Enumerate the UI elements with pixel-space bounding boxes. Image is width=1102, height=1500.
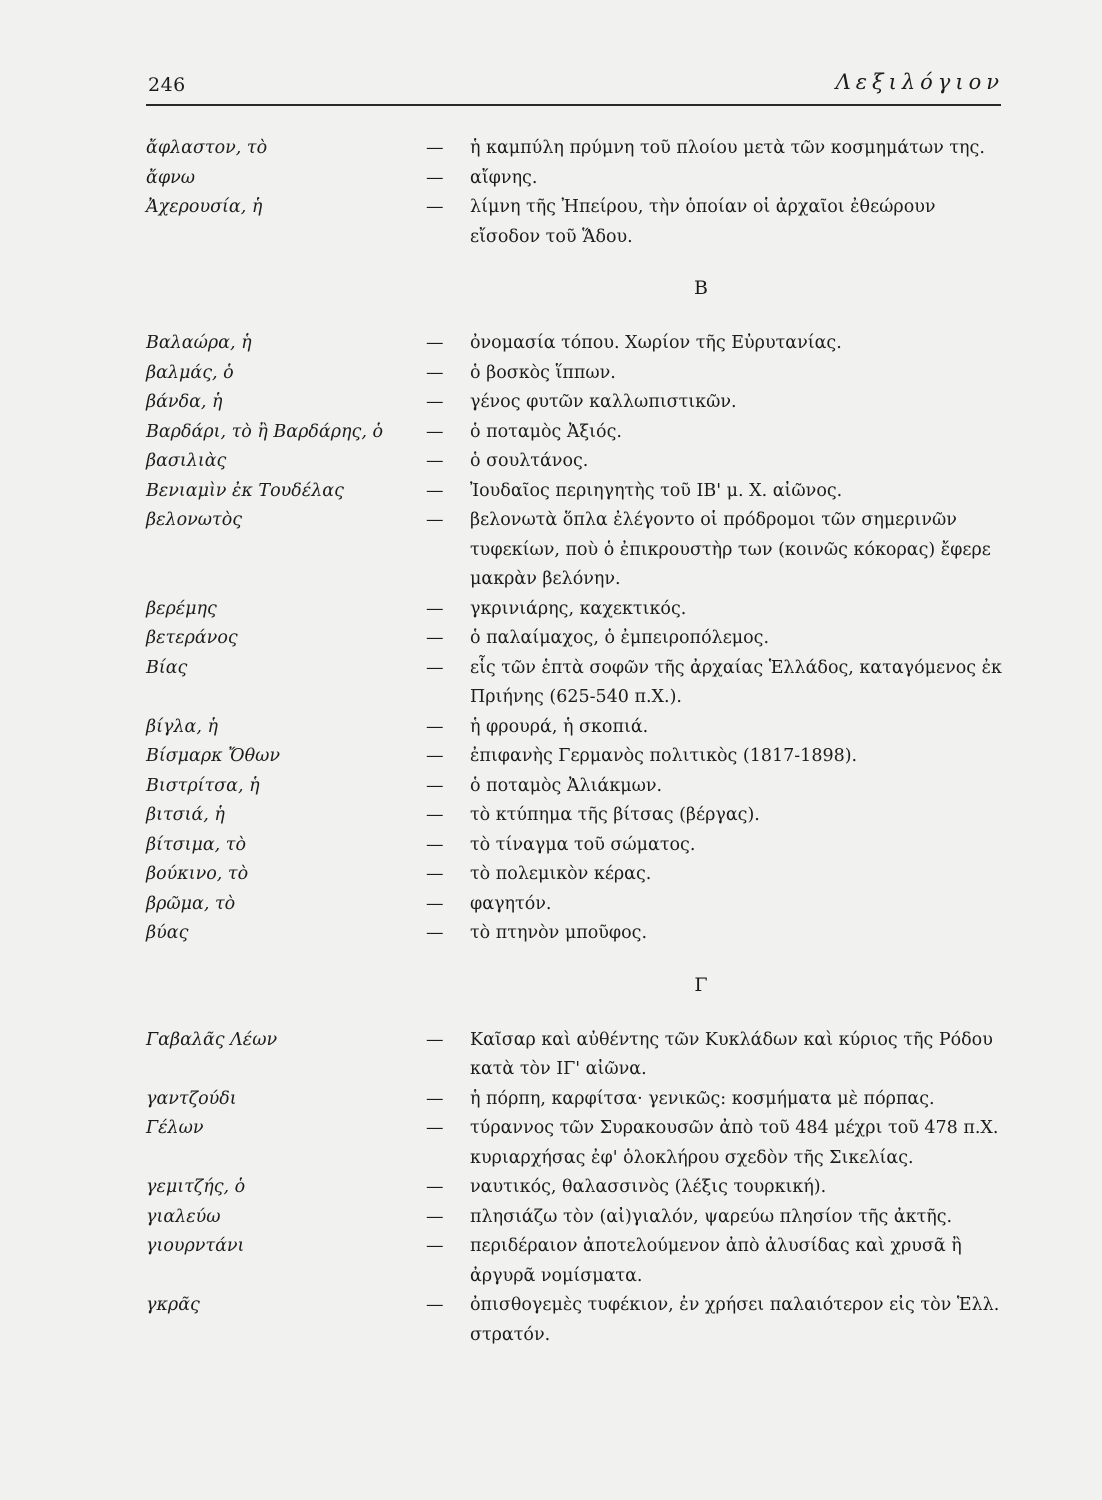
entry-dash: — xyxy=(426,657,444,678)
headword: γιαλεύω xyxy=(146,1206,221,1227)
headword: Βιστρίτσα, ἡ xyxy=(146,775,260,796)
definition: ναυτικός, θαλασσινὸς (λέξις τουρκική). xyxy=(470,1177,827,1197)
headword: γιουρντάνι xyxy=(146,1236,245,1256)
glossary-entry xyxy=(146,890,1016,920)
definition: τὸ πολεμικὸν κέρας. xyxy=(470,864,652,884)
page-number: 246 xyxy=(148,74,186,96)
definition: εἷς τῶν ἑπτὰ σοφῶν τῆς ἀρχαίας Ἑλλάδος, καταγόμενος ἐκ Πριήνης (625-540 π.Χ.). xyxy=(470,657,1002,707)
entry-dash: — xyxy=(426,451,444,471)
definition: Καῖσαρ καὶ αὐθέντης τῶν Κυκλάδων καὶ κύριος τῆς Ρόδου κατὰ τὸν ΙΓ' αἰῶνα. xyxy=(470,1029,993,1079)
headword: Βίας xyxy=(146,657,188,678)
headword: βασιλιὰς xyxy=(146,451,227,471)
definition: φαγητόν. xyxy=(470,893,552,914)
definition: ἡ φρουρά, ἡ σκοπιά. xyxy=(470,716,649,737)
definition: ἡ καμπύλη πρύμνη τοῦ πλοίου μετὰ τῶν κοσμημάτων της. xyxy=(470,138,985,158)
glossary-entry xyxy=(146,164,1016,194)
section-letter-b: Β xyxy=(694,277,708,299)
glossary-entry xyxy=(146,477,1016,507)
entry-dash: — xyxy=(426,138,444,158)
definition: ὀπισθογεμὲς τυφέκιον, ἐν χρήσει παλαιότερον εἰς τὸν Ἑλλ. στρατόν. xyxy=(470,1295,1000,1345)
definition: γκρινιάρης, καχεκτικός. xyxy=(470,598,687,619)
headword: Βαρδάρι, τὸ ἢ Βαρδάρης, ὁ xyxy=(146,421,383,442)
headword: βελονωτὸς xyxy=(146,510,243,530)
definition: ὁ ποταμὸς Ἀξιός. xyxy=(470,421,622,442)
headword: Γαβαλᾶς Λέων xyxy=(146,1029,278,1050)
definition: Ἰουδαῖος περιηγητὴς τοῦ ΙΒ' μ. Χ. αἰῶνος. xyxy=(470,480,843,501)
glossary-entry xyxy=(146,329,1016,359)
definition: ἡ πόρπη, καρφίτσα· γενικῶς: κοσμήματα μὲ πόρπας. xyxy=(470,1088,935,1109)
glossary-entry xyxy=(146,595,1016,625)
entry-dash: — xyxy=(426,510,444,530)
entry-dash: — xyxy=(426,197,444,217)
glossary-entry xyxy=(146,388,1016,418)
header-rule xyxy=(146,104,1001,106)
glossary-entry xyxy=(146,1203,1016,1233)
headword: Βαλαώρα, ἡ xyxy=(146,333,252,353)
entry-dash: — xyxy=(426,1177,444,1197)
glossary-entry xyxy=(146,831,1016,861)
headword: Βενιαμὶν ἐκ Τουδέλας xyxy=(146,480,344,501)
glossary-entry xyxy=(146,359,1016,389)
headword: γαντζούδι xyxy=(146,1088,237,1109)
definition: ὁ βοσκὸς ἵππων. xyxy=(470,362,616,383)
entry-dash: — xyxy=(426,1206,444,1227)
headword: βίγλα, ἡ xyxy=(146,716,218,737)
definition: ἐπιφανὴς Γερμανὸς πολιτικὸς (1817-1898). xyxy=(470,746,858,766)
entry-dash: — xyxy=(426,805,444,825)
entry-dash: — xyxy=(426,628,444,648)
entry-dash: — xyxy=(426,1088,444,1109)
glossary-entry xyxy=(146,1232,1016,1291)
entry-dash: — xyxy=(426,1118,444,1138)
definition: τὸ κτύπημα τῆς βίτσας (βέργας). xyxy=(470,805,760,825)
headword: γεμιτζής, ὁ xyxy=(146,1177,246,1197)
entry-dash: — xyxy=(426,716,444,737)
headword: Γέλων xyxy=(146,1118,204,1138)
headword: βρῶμα, τὸ xyxy=(146,893,236,914)
headword: γκρᾶς xyxy=(146,1295,200,1315)
headword: βετεράνος xyxy=(146,628,238,648)
glossary-entry xyxy=(146,860,1016,890)
entry-dash: — xyxy=(426,480,444,501)
headword: βίτσιμα, τὸ xyxy=(146,834,247,855)
definition: αἴφνης. xyxy=(470,167,538,188)
definition: πλησιάζω τὸν (αἰ)γιαλόν, ψαρεύω πλησίον τῆς ἀκτῆς. xyxy=(470,1206,953,1227)
glossary-entry xyxy=(146,418,1016,448)
headword: βούκινο, τὸ xyxy=(146,864,249,884)
glossary-entry xyxy=(146,193,1016,252)
glossary-entry xyxy=(146,801,1016,831)
headword: Ἀχερουσία, ἡ xyxy=(146,197,263,217)
entry-dash: — xyxy=(426,333,444,353)
definition: ὀνομασία τόπου. Χωρίον τῆς Εὐρυτανίας. xyxy=(470,333,842,353)
definition: γένος φυτῶν καλλωπιστικῶν. xyxy=(470,392,737,412)
glossary-entry xyxy=(146,447,1016,477)
entry-dash: — xyxy=(426,923,444,943)
definition: τὸ πτηνὸν μποῦφος. xyxy=(470,923,648,943)
definition: τύραννος τῶν Συρακουσῶν ἀπὸ τοῦ 484 μέχρι τοῦ 478 π.Χ. κυριαρχήσας ἐφ' ὁλοκλήρου σχεδὸν τῆς Σικελίας. xyxy=(470,1118,999,1168)
glossary-entry xyxy=(146,1291,1016,1350)
entry-dash: — xyxy=(426,834,444,855)
glossary-entry xyxy=(146,1114,1016,1173)
section-letter-g: Γ xyxy=(694,973,708,996)
headword: Βίσμαρκ Ὄθων xyxy=(146,746,281,766)
entry-dash: — xyxy=(426,362,444,383)
running-head: Λεξιλόγιον xyxy=(835,70,1004,94)
headword: βερέμης xyxy=(146,598,217,619)
definition: βελονωτὰ ὅπλα ἐλέγοντο οἱ πρόδρομοι τῶν σημερινῶν τυφεκίων, ποὺ ὁ ἐπικρουστὴρ των (κοινῶς κόκορας) ἔφερε μακρὰν βελόνην. xyxy=(470,510,991,589)
glossary-entry xyxy=(146,919,1016,949)
entry-dash: — xyxy=(426,893,444,914)
glossary-entry xyxy=(146,772,1016,802)
headword: βάνδα, ἡ xyxy=(146,392,223,412)
glossary-entry xyxy=(146,742,1016,772)
glossary-entry xyxy=(146,713,1016,743)
glossary-entry xyxy=(146,134,1016,164)
entry-dash: — xyxy=(426,746,444,766)
definition: ὁ σουλτάνος. xyxy=(470,451,589,471)
headword: βύας xyxy=(146,923,189,943)
glossary-entry xyxy=(146,654,1016,713)
headword: ἄφλαστον, τὸ xyxy=(146,138,268,158)
glossary-entry xyxy=(146,1085,1016,1115)
headword: βιτσιά, ἡ xyxy=(146,805,225,825)
definition: τὸ τίναγμα τοῦ σώματος. xyxy=(470,834,696,855)
glossary-entry xyxy=(146,624,1016,654)
entry-dash: — xyxy=(426,421,444,442)
entry-dash: — xyxy=(426,1236,444,1256)
entry-dash: — xyxy=(426,167,444,188)
headword: ἄφνω xyxy=(146,167,195,188)
headword: βαλμάς, ὁ xyxy=(146,362,234,383)
entry-dash: — xyxy=(426,392,444,412)
definition: περιδέραιον ἀποτελούμενον ἀπὸ ἀλυσίδας καὶ χρυσᾶ ἢ ἀργυρᾶ νομίσματα. xyxy=(470,1236,962,1286)
definition: ὁ παλαίμαχος, ὁ ἐμπειροπόλεμος. xyxy=(470,628,770,648)
glossary-entry xyxy=(146,506,1016,595)
entry-dash: — xyxy=(426,864,444,884)
glossary-entries xyxy=(146,134,1016,1350)
definition: ὁ ποταμὸς Ἀλιάκμων. xyxy=(470,775,663,796)
entry-dash: — xyxy=(426,598,444,619)
entry-dash: — xyxy=(426,1029,444,1050)
glossary-entry xyxy=(146,1173,1016,1203)
entry-dash: — xyxy=(426,1295,444,1315)
entry-dash: — xyxy=(426,775,444,796)
definition: λίμνη τῆς Ἠπείρου, τὴν ὁποίαν οἱ ἀρχαῖοι ἐθεώρουν εἴσοδον τοῦ Ἅδου. xyxy=(470,197,936,247)
glossary-entry xyxy=(146,1026,1016,1085)
